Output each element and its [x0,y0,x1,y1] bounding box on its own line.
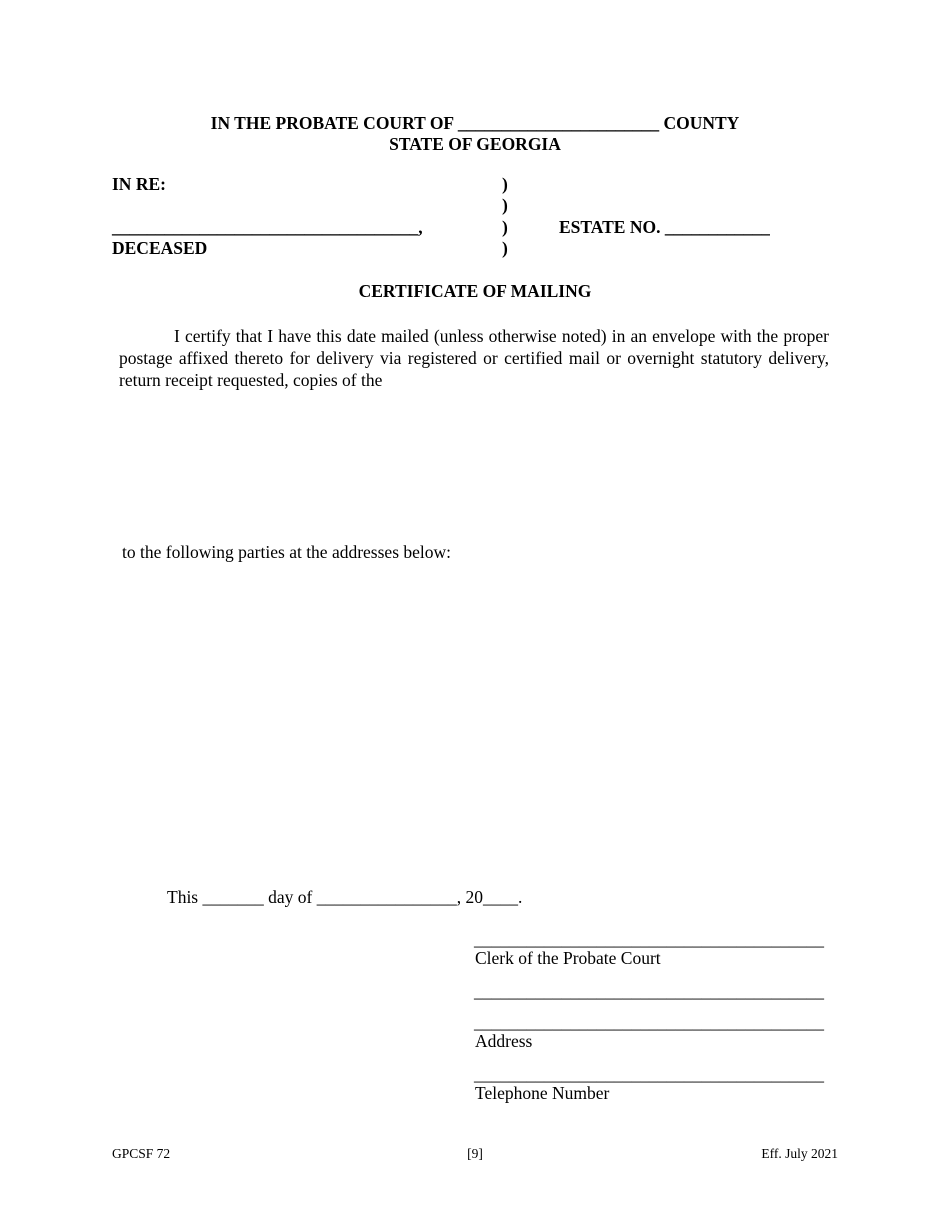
telephone-label: Telephone Number [475,1083,610,1103]
caption-paren: ) [502,195,508,215]
address-label: Address [475,1031,533,1051]
date-line: This _______ day of ________________, 20____. [167,887,523,907]
document-title: CERTIFICATE OF MAILING [358,281,592,301]
clerk-signature-line: ________________________________________ [474,929,824,949]
caption-paren: ) [502,238,508,258]
effective-date: Eff. July 2021 [761,1146,838,1161]
clerk-label: Clerk of the Probate Court [475,948,661,968]
caption-paren: ) [502,217,508,237]
form-id: GPCSF 72 [112,1146,171,1161]
parties-line: to the following parties at the addresses below: [122,542,452,562]
estate-number-field: ESTATE NO. ____________ [559,217,770,237]
address-line-2: ________________________________________ [474,1012,824,1032]
page-number: [9] [467,1146,483,1161]
decedent-name-blank: ___________________________________, [112,217,423,237]
state-header: STATE OF GEORGIA [389,134,561,154]
court-header: IN THE PROBATE COURT OF _______________________ COUNTY [210,113,740,133]
in-re-label: IN RE: [112,174,166,194]
address-line-1: ________________________________________ [474,981,824,1001]
deceased-label: DECEASED [112,238,208,258]
certification-paragraph: I certify that I have this date mailed (unless otherwise noted) in an envelope with the proper postage affixed thereto for delivery via registered or certified mail or overnight statutory delivery, return receipt requested, copies of the [119,326,829,390]
telephone-line: ________________________________________ [474,1064,824,1084]
caption-paren: ) [502,174,508,194]
